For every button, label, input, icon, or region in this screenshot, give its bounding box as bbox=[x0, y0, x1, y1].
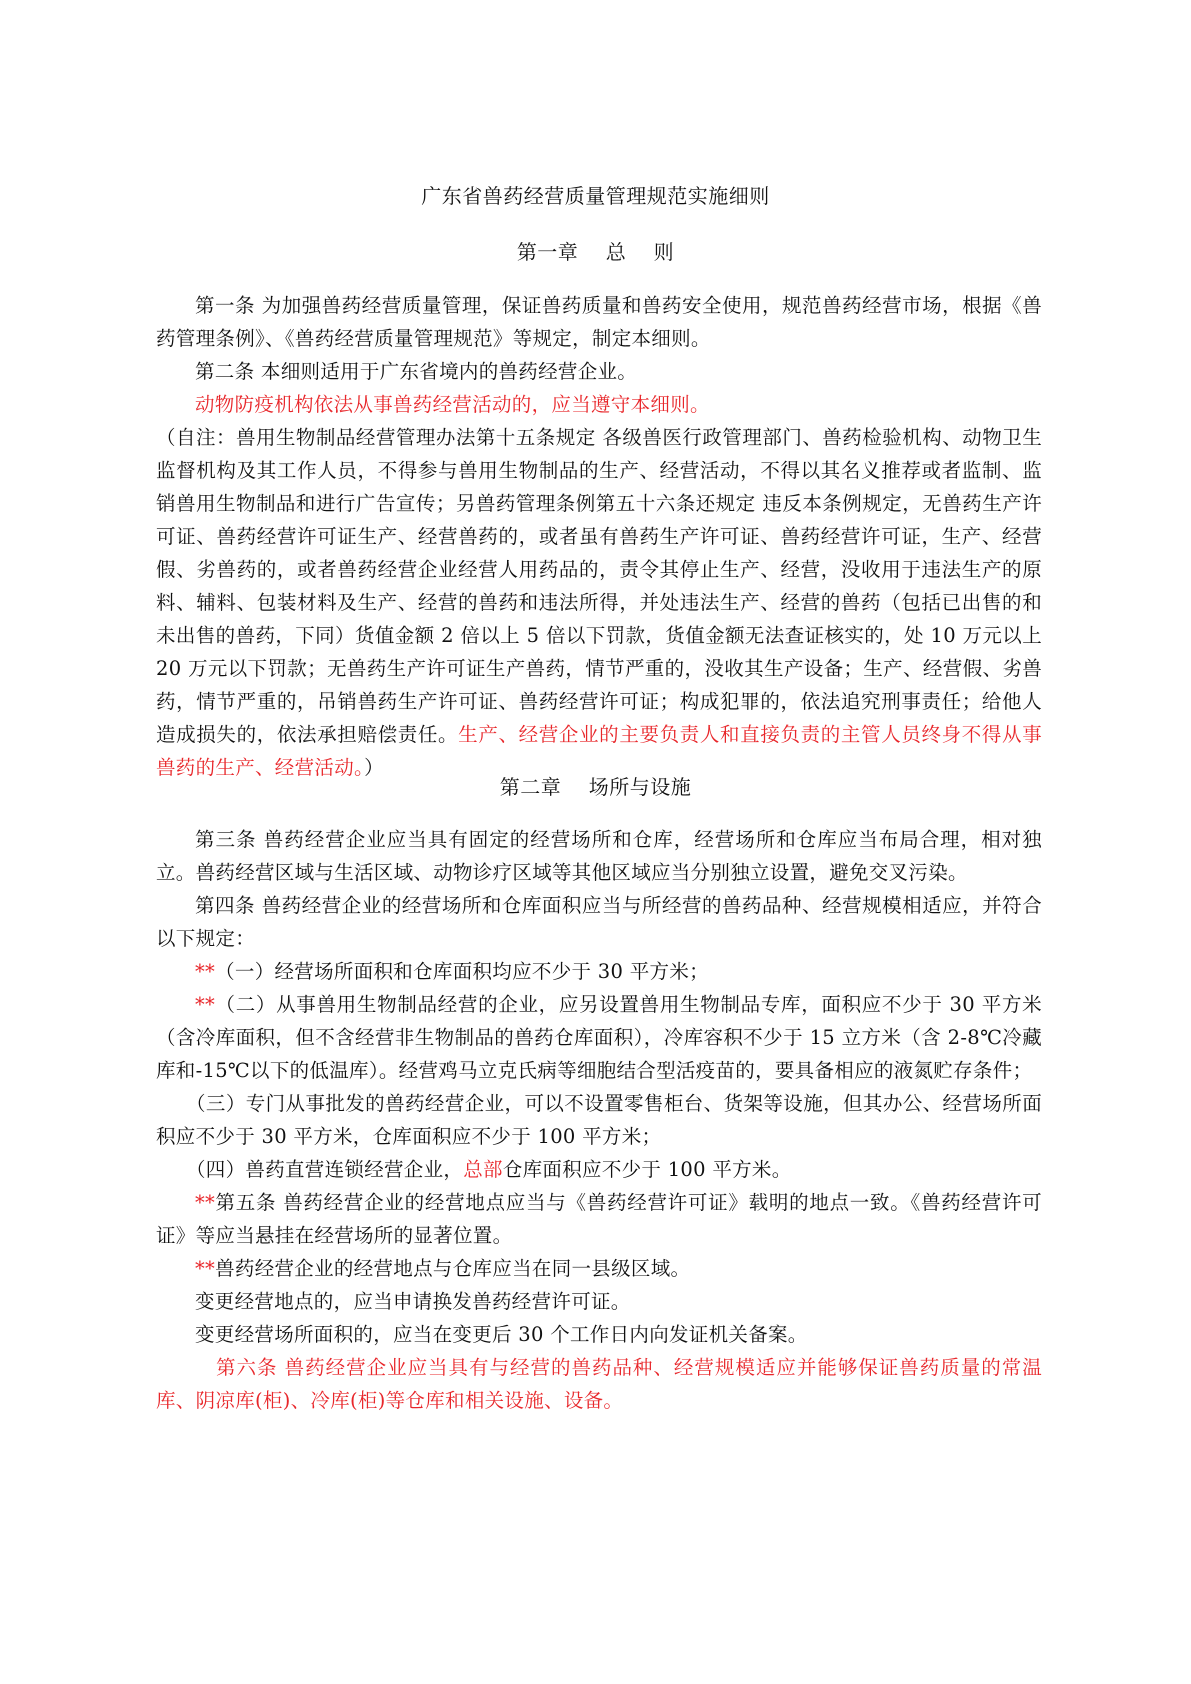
article-2: 第二条 本细则适用于广东省境内的兽药经营企业。 bbox=[195, 360, 638, 383]
article-2-red-note: 动物防疫机构依法从事兽药经营活动的，应当遵守本细则。 bbox=[195, 393, 710, 416]
chapter-2-body bbox=[156, 823, 1042, 1417]
article-4-item-1 bbox=[156, 955, 1042, 988]
article-4-item-3: （三）专门从事批发的兽药经营企业，可以不设置零售柜台、货架等设施，但其办公、经营场所面积应不少于 30 平方米，仓库面积应不少于 100 平方米； bbox=[156, 1092, 1042, 1148]
chapter-1-heading: 第一章 总 则 bbox=[516, 240, 675, 264]
article-5-change-area: 变更经营场所面积的，应当在变更后 30 个工作日内向发证机关备案。 bbox=[195, 1323, 808, 1346]
item-1-marker: ** bbox=[195, 960, 216, 983]
item-4-text-b: 仓库面积应不少于 100 平方米。 bbox=[502, 1158, 792, 1181]
chapter-1-body bbox=[156, 289, 1042, 784]
self-note-close: ） bbox=[364, 756, 384, 779]
article-5-location bbox=[156, 1252, 1042, 1285]
article-4-item-2 bbox=[156, 988, 1042, 1087]
item-2-text: （二）从事兽用生物制品经营的企业，应另设置兽用生物制品专库，面积应不少于 30 平方米（含冷库面积，但不含经营非生物制品的兽药仓库面积），冷库容积不少于 15 立方米（含 2-8℃冷藏库和-15℃以下的低温库）。经营鸡马立克氏病等细胞结合型活疫苗的，要具备相应的液氮贮存条件； bbox=[156, 993, 1042, 1082]
article-5-location-marker: ** bbox=[195, 1257, 216, 1280]
item-2-marker: ** bbox=[195, 993, 216, 1016]
article-1: 第一条 为加强兽药经营质量管理，保证兽药质量和兽药安全使用，规范兽药经营市场，根据《兽药管理条例》、《兽药经营质量管理规范》等规定，制定本细则。 bbox=[156, 294, 1042, 350]
item-4-red-text: 总部 bbox=[463, 1158, 503, 1181]
article-5-marker: ** bbox=[195, 1191, 216, 1214]
self-note-text: （自注：兽用生物制品经营管理办法第十五条规定 各级兽医行政管理部门、兽药检验机构、动物卫生监督机构及其工作人员，不得参与兽用生物制品的生产、经营活动，不得以其名义推荐或者监制、监销兽用生物制品和进行广告宣传；另兽药管理条例第五十六条还规定 违反本条例规定，无兽药生产许可证、兽药经营许可证生产、经营兽药的，或者虽有兽药生产许可证、兽药经营许可证，生产、经营假、劣兽药的，或者兽药经营企业经营人用药品的，责令其停止生产、经营，没收用于违法生产的原料、辅料、包装材料及生产、经营的兽药和违法所得，并处违法生产、经营的兽药（包括已出售的和未出售的兽药，下同）货值金额 2 倍以上 5 倍以下罚款，货值金额无法查证核实的，处 10 万元以上 20 万元以下罚款；无兽药生产许可证生产兽药，情节严重的，没收其生产设备；生产、经营假、劣兽药，情节严重的，吊销兽药生产许可证、兽药经营许可证；构成犯罪的，依法追究刑事责任；给他人造成损失的，依法承担赔偿责任。 bbox=[156, 426, 1042, 746]
self-note-red-text: 生产、经营企业的主要负责人和直接负责的主管人员终身不得从事兽药的生产、经营活动。 bbox=[156, 723, 1042, 779]
article-5 bbox=[156, 1186, 1042, 1252]
article-5-change-location: 变更经营地点的，应当申请换发兽药经营许可证。 bbox=[195, 1290, 631, 1313]
article-4: 第四条 兽药经营企业的经营场所和仓库面积应当与所经营的兽药品种、经营规模相适应，并符合以下规定： bbox=[156, 894, 1042, 950]
chapter-2-heading: 第二章 场所与设施 bbox=[499, 775, 692, 799]
item-1-text: （一）经营场所面积和仓库面积均应不少于 30 平方米； bbox=[215, 960, 709, 983]
article-5-text: 第五条 兽药经营企业的经营地点应当与《兽药经营许可证》载明的地点一致。《兽药经营许可证》等应当悬挂在经营场所的显著位置。 bbox=[156, 1191, 1042, 1247]
self-note-paragraph bbox=[156, 421, 1042, 784]
item-4-text-a: （四）兽药直营连锁经营企业， bbox=[186, 1158, 464, 1181]
article-3: 第三条 兽药经营企业应当具有固定的经营场所和仓库，经营场所和仓库应当布局合理，相对独立。兽药经营区域与生活区域、动物诊疗区域等其他区域应当分别独立设置，避免交叉污染。 bbox=[156, 828, 1042, 884]
article-6: 第六条 兽药经营企业应当具有与经营的兽药品种、经营规模适应并能够保证兽药质量的常温库、阴凉库(柜)、冷库(柜)等仓库和相关设施、设备。 bbox=[156, 1356, 1042, 1412]
document-title: 广东省兽药经营质量管理规范实施细则 bbox=[421, 184, 770, 208]
article-5-location-text: 兽药经营企业的经营地点与仓库应当在同一县级区域。 bbox=[215, 1257, 691, 1280]
article-4-item-4 bbox=[156, 1153, 1042, 1186]
